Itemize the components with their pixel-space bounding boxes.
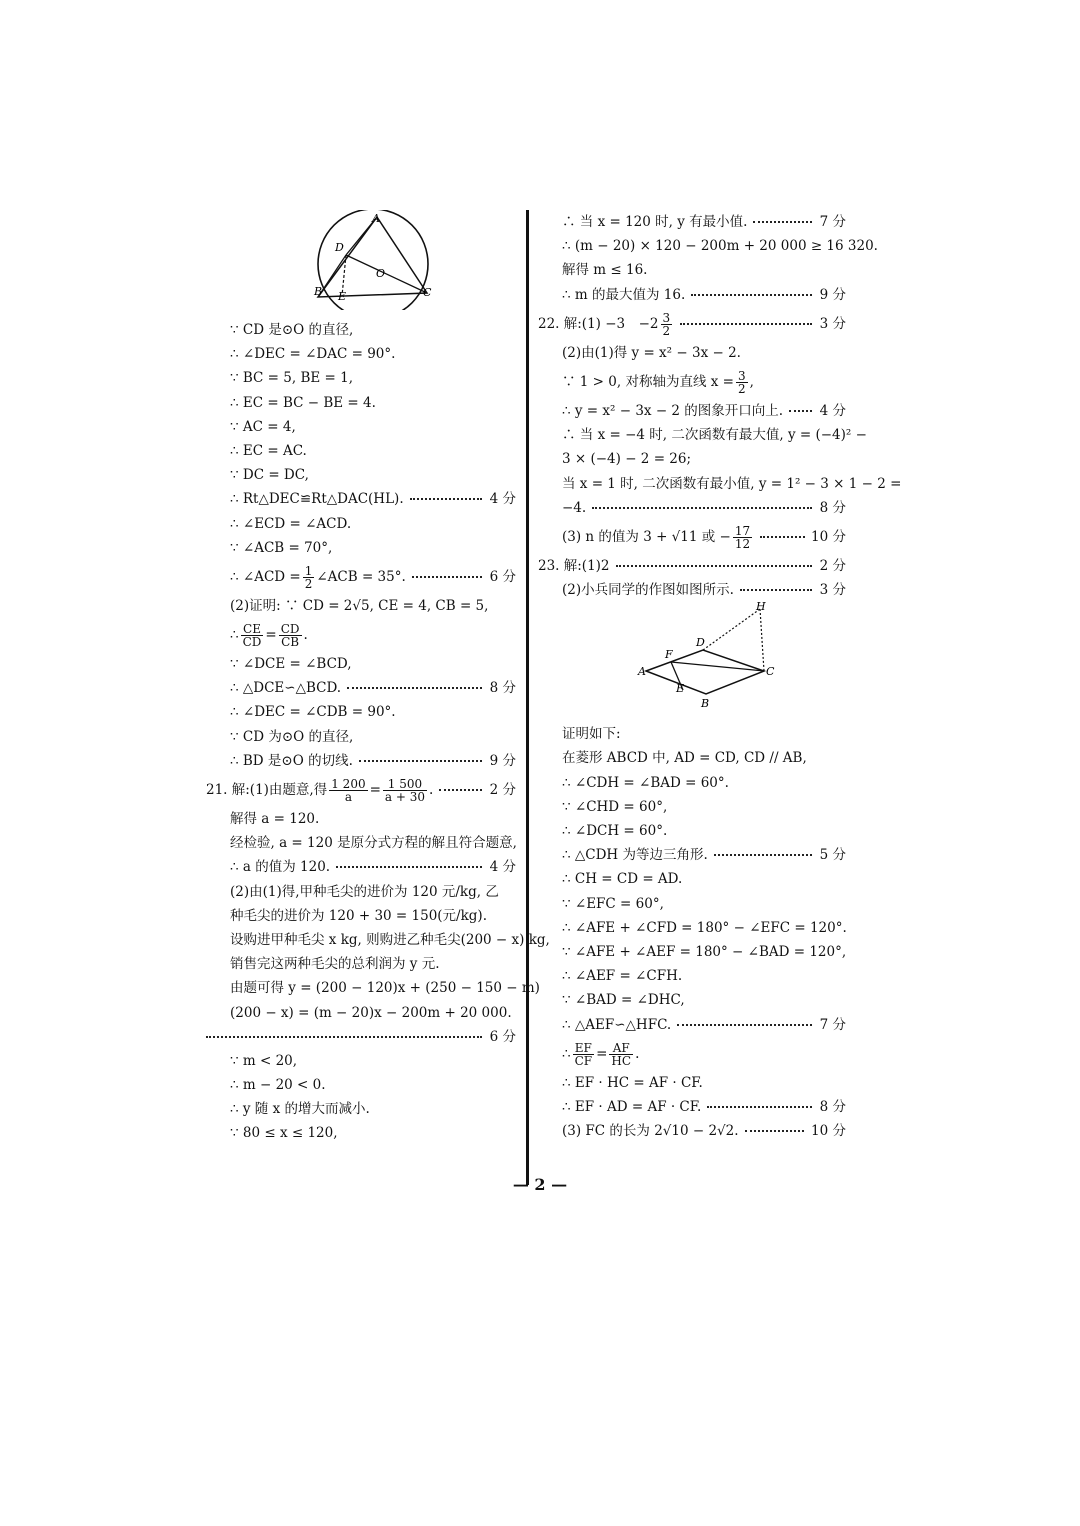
text-line — [206, 366, 516, 390]
text-line — [538, 496, 846, 520]
line-text: ∴ BD 是⊙O 的切线. — [230, 752, 353, 769]
line-text: 在菱形 ABCD 中, AD = CD, CD // AB, — [562, 750, 807, 767]
line-text: ∴ y = x² − 3x − 2 的图象开口向上. — [562, 402, 784, 419]
text-line — [538, 258, 846, 282]
line-text: 销售完这两种毛尖的总利润为 y 元. — [230, 956, 440, 973]
fraction-denominator: a — [344, 790, 352, 804]
line-text: (200 − x) = (m − 20)x − 200m + 20 000. — [230, 1004, 512, 1021]
line-text: 22. 解:(1) −3 −2 — [538, 315, 659, 332]
line-content — [206, 342, 395, 366]
score-points: 6 分 — [484, 1025, 516, 1049]
leader-dots — [677, 1024, 812, 1026]
text-line — [538, 578, 846, 602]
line-content — [206, 391, 376, 415]
leader-dots — [707, 1106, 812, 1108]
line-text: ∠ACB = 35°. — [316, 568, 406, 585]
line-content — [538, 940, 846, 964]
text-line — [206, 880, 516, 904]
line-content — [206, 1121, 338, 1145]
line-content — [538, 1071, 703, 1095]
fraction-denominator: 2 — [304, 576, 313, 591]
line-content — [206, 1049, 297, 1073]
line-text: ∴ ∠DCH = 60°. — [562, 823, 668, 839]
line-content — [538, 447, 691, 471]
fraction-denominator: 12 — [734, 536, 751, 551]
line-text: ∴ ∠DEC = ∠DAC = 90°. — [230, 346, 396, 363]
fraction — [383, 778, 427, 803]
fraction — [303, 565, 315, 590]
fig-label-C: C — [423, 286, 432, 299]
text-line — [206, 831, 516, 855]
line-text: 解得 a = 120. — [230, 811, 320, 827]
text-line — [206, 928, 550, 952]
line-text: ∴ 当 x = 120 时, y 有最小值. — [562, 214, 748, 230]
line-text: 设购进甲种毛尖 x kg, 则购进乙种毛尖(200 − x) kg, — [230, 931, 550, 948]
score-points: 2 分 — [484, 778, 516, 802]
leader-dots — [359, 760, 482, 762]
fraction-denominator: HC — [611, 1053, 632, 1068]
line-text: 证明如下: — [562, 726, 621, 743]
text-line — [206, 594, 516, 618]
fraction-numerator: CD — [280, 622, 300, 637]
fraction — [573, 1042, 595, 1067]
line-text: (2)证明: ∵ CD = 2√5, CE = 4, CB = 5, — [230, 597, 489, 614]
text-line — [206, 415, 516, 439]
fraction-numerator: 3 — [737, 368, 746, 383]
line-text: ∴ a 的值为 120. — [230, 859, 331, 876]
fraction-denominator: CD — [242, 635, 262, 650]
line-text: ∴ EC = BC − BE = 4. — [230, 394, 376, 411]
circle-diagram — [206, 210, 516, 310]
line-text: . — [635, 1045, 640, 1062]
line-text: ∵ ∠DCE = ∠BCD, — [230, 656, 352, 673]
line-text: ∴ EF · AD = AF · CF. — [562, 1098, 702, 1115]
line-content — [538, 722, 621, 746]
score-points: 4 分 — [814, 399, 846, 423]
text-line — [538, 234, 878, 258]
line-content — [538, 258, 647, 282]
line-content — [538, 554, 610, 578]
line-text: . — [303, 627, 308, 644]
line-content — [206, 623, 308, 648]
line-text: = — [596, 1045, 608, 1062]
line-text: ∴ 当 x = −4 时, 二次函数有最大值, y = (−4)² − — [562, 427, 867, 444]
line-text: 种毛尖的进价为 120 + 30 = 150(元/kg). — [230, 907, 487, 924]
score-points: 5 分 — [814, 843, 846, 867]
line-text: ∴ △CDH 为等边三角形. — [562, 847, 708, 864]
text-line — [538, 746, 846, 770]
line-content — [206, 1001, 512, 1025]
line-text: ∴ Rt△DEC≌Rt△DAC(HL). — [230, 491, 404, 508]
text-line — [206, 1097, 516, 1121]
score-points: 7 分 — [814, 210, 846, 234]
fig-label-A2: A — [638, 665, 646, 679]
leader-dots — [412, 576, 482, 578]
leader-dots — [680, 323, 812, 325]
text-line — [206, 773, 516, 807]
line-text: ∴ ∠ECD = ∠ACD. — [230, 515, 352, 532]
score-points: 8 分 — [814, 1095, 846, 1119]
fig-label-E: E — [338, 290, 347, 303]
text-line — [206, 855, 516, 879]
line-text: ∴ ∠AFE + ∠CFD = 180° − ∠EFC = 120°. — [562, 919, 847, 936]
score-points: 10 分 — [805, 1119, 846, 1143]
line-content — [206, 700, 396, 724]
fig-label-O: O — [376, 267, 386, 280]
text-line — [206, 1121, 516, 1145]
leader-dots — [439, 789, 482, 791]
leader-dots — [753, 221, 812, 223]
text-line — [538, 365, 846, 399]
text-line — [206, 652, 516, 676]
line-content — [538, 472, 901, 496]
page-number: — 2 — — [512, 1175, 568, 1194]
score-points: 6 分 — [484, 565, 516, 589]
line-text: = — [369, 782, 381, 798]
line-text: ∴ ∠DEC = ∠CDB = 90°. — [230, 704, 396, 721]
line-text: ∴ EC = AC. — [230, 442, 307, 459]
fraction — [609, 1042, 633, 1067]
text-line — [538, 307, 846, 341]
leader-dots — [410, 498, 482, 500]
text-line — [206, 725, 516, 749]
text-line — [538, 819, 846, 843]
line-content — [538, 795, 667, 819]
text-line — [538, 472, 902, 496]
fraction-numerator: AF — [609, 1042, 633, 1055]
line-text: ∴ ∠ACD = — [230, 568, 301, 585]
line-content — [538, 1013, 671, 1037]
text-line — [538, 520, 846, 554]
score-points: 3 分 — [814, 312, 846, 336]
fig-label-F: F — [665, 648, 673, 662]
fraction-numerator: 17 — [734, 523, 751, 538]
line-text: ∴ △AEF∽△HFC. — [562, 1016, 672, 1033]
text-line — [206, 807, 516, 831]
text-line — [538, 940, 846, 964]
fraction-denominator: a + 30 — [384, 790, 426, 804]
line-text: ∵ DC = DC, — [230, 467, 309, 484]
line-text: ∵ ∠EFC = 60°, — [562, 895, 664, 912]
line-text: ∴ △DCE∽△BCD. — [230, 680, 342, 697]
line-text: 由题可得 y = (200 − 120)x + (250 − 150 − m) — [230, 980, 540, 997]
leader-dots — [616, 565, 812, 567]
fraction — [733, 525, 752, 550]
line-content — [206, 439, 307, 463]
leader-dots — [714, 854, 812, 856]
line-text: 3 × (−4) − 2 = 26; — [562, 451, 692, 468]
line-text: 当 x = 1 时, 二次函数有最小值, y = 1² − 3 × 1 − 2 = — [562, 475, 902, 492]
fraction-numerator: EF — [573, 1042, 595, 1055]
line-text: ∵ 80 ≤ x ≤ 120, — [230, 1125, 338, 1142]
line-content — [206, 778, 433, 803]
text-line — [206, 512, 516, 536]
text-line — [538, 916, 846, 940]
leader-dots — [740, 589, 812, 591]
fraction — [241, 623, 264, 648]
line-text: (2)由(1)得,甲种毛尖的进价为 120 元/kg, 乙 — [230, 883, 499, 900]
leader-dots — [592, 507, 812, 509]
right-lines-bottom — [538, 722, 846, 1143]
score-points: 9 分 — [484, 749, 516, 773]
line-content — [538, 1119, 739, 1143]
fraction — [661, 312, 673, 337]
line-content — [206, 831, 517, 855]
text-line — [538, 722, 846, 746]
text-line — [206, 439, 516, 463]
line-content — [206, 318, 353, 342]
line-text: ∵ m < 20, — [230, 1052, 298, 1069]
line-content — [206, 807, 319, 831]
score-points: 7 分 — [814, 1013, 846, 1037]
fraction-denominator: CB — [281, 635, 300, 650]
line-content — [206, 880, 499, 904]
score-points: 8 分 — [484, 676, 516, 700]
right-column — [538, 210, 902, 1143]
text-line — [538, 964, 846, 988]
line-text: ∴ CH = CD = AD. — [562, 871, 683, 888]
text-line — [206, 1001, 516, 1025]
fraction — [329, 778, 367, 803]
leader-dots — [336, 866, 482, 868]
line-text: ∵ BC = 5, BE = 1, — [230, 370, 353, 387]
score-points: 8 分 — [814, 496, 846, 520]
line-content — [538, 525, 754, 550]
line-content — [538, 423, 867, 447]
line-text: ∴ (m − 20) × 120 − 200m + 20 000 ≥ 16 320. — [562, 238, 878, 255]
line-content — [538, 578, 734, 602]
text-line — [538, 399, 846, 423]
fraction-denominator: CF — [574, 1053, 593, 1068]
line-text: ∵ CD 为⊙O 的直径, — [230, 728, 354, 745]
text-line — [206, 463, 516, 487]
leader-dots — [206, 1036, 482, 1038]
rhombus-diagram — [538, 602, 846, 718]
text-line — [538, 771, 846, 795]
line-content — [206, 652, 352, 676]
text-line — [538, 795, 846, 819]
text-line — [538, 988, 846, 1012]
text-line — [206, 1025, 516, 1049]
line-content — [538, 370, 754, 395]
line-content — [206, 749, 353, 773]
line-content — [206, 463, 309, 487]
text-line — [538, 210, 846, 234]
line-content — [538, 964, 682, 988]
line-text: ∴ m − 20 < 0. — [230, 1077, 326, 1094]
line-content — [206, 928, 550, 952]
line-text: (3) FC 的长为 2√10 − 2√2. — [562, 1123, 739, 1140]
line-text: −4. — [562, 499, 587, 516]
line-text: ∴ — [562, 1045, 571, 1062]
left-column — [206, 210, 550, 1146]
line-text: ∴ EF · HC = AF · CF. — [562, 1074, 703, 1091]
rhombus-figure — [538, 602, 846, 718]
text-line — [538, 1037, 846, 1071]
text-line — [538, 447, 846, 471]
text-line — [206, 700, 516, 724]
fig-label-B2: B — [701, 697, 710, 711]
line-content — [206, 594, 488, 618]
text-line — [538, 867, 846, 891]
line-text: 经检验, a = 120 是原分式方程的解且符合题意, — [230, 835, 517, 852]
score-points: 3 分 — [814, 578, 846, 602]
text-line — [206, 560, 516, 594]
line-content — [538, 210, 747, 234]
line-text: (3) n 的值为 3 + √11 或 − — [562, 528, 731, 545]
text-line — [538, 843, 846, 867]
text-line — [206, 1049, 516, 1073]
text-line — [206, 487, 516, 511]
score-points: 4 分 — [484, 487, 516, 511]
line-text: ∵ AC = 4, — [230, 418, 296, 435]
leader-dots — [347, 687, 482, 689]
line-text: 解得 m ≤ 16. — [562, 262, 648, 279]
line-content — [206, 676, 341, 700]
line-content — [538, 312, 674, 337]
line-text: ∴ m 的最大值为 16. — [562, 286, 686, 303]
line-content — [538, 341, 741, 365]
text-line — [206, 904, 516, 928]
line-content — [538, 1095, 701, 1119]
fraction-numerator: 1 — [304, 563, 313, 578]
text-line — [206, 676, 516, 700]
fig-label-D2: D — [696, 636, 705, 650]
line-content — [206, 855, 330, 879]
line-content — [538, 399, 783, 423]
line-content — [538, 746, 807, 770]
fig-label-D: D — [335, 241, 344, 254]
fraction-numerator: CE — [241, 623, 264, 636]
line-text: ∵ CD 是⊙O 的直径, — [230, 322, 354, 338]
fraction — [279, 623, 302, 648]
line-text: ∴ y 随 x 的增大而减小. — [230, 1101, 370, 1118]
text-line — [206, 318, 516, 342]
line-content — [538, 1042, 639, 1067]
fig-label-H: H — [756, 602, 766, 614]
fig-label-B: B — [314, 285, 323, 298]
text-line — [538, 341, 846, 365]
line-content — [206, 952, 440, 976]
text-line — [538, 1095, 846, 1119]
right-lines-top — [538, 210, 902, 602]
line-text: ∵ ∠CHD = 60°, — [562, 798, 668, 815]
line-content — [538, 892, 664, 916]
line-content — [206, 725, 353, 749]
fraction — [736, 370, 748, 395]
score-points: 2 分 — [814, 554, 846, 578]
fig-label-E2: E — [676, 682, 685, 696]
line-text: = — [265, 627, 277, 644]
line-text: ∵ ∠AFE + ∠AEF = 180° − ∠BAD = 120°, — [562, 943, 847, 960]
text-line — [206, 976, 540, 1000]
line-content — [206, 366, 353, 390]
line-content — [206, 487, 404, 511]
text-line — [206, 342, 516, 366]
line-content — [538, 988, 685, 1012]
line-text: ∴ ∠CDH = ∠BAD = 60°. — [562, 774, 729, 791]
fraction-denominator: 2 — [737, 381, 746, 396]
text-line — [206, 749, 516, 773]
line-content — [206, 976, 540, 1000]
line-content — [538, 916, 847, 940]
text-line — [538, 423, 867, 447]
line-text: ∴ ∠AEF = ∠CFH. — [562, 968, 683, 985]
line-content — [538, 234, 878, 258]
line-content — [538, 843, 708, 867]
line-text: ∵ ∠BAD = ∠DHC, — [562, 992, 685, 1009]
fraction-numerator: 1 200 — [331, 777, 366, 791]
fraction-numerator: 1 500 — [383, 778, 427, 791]
score-points: 4 分 — [484, 855, 516, 879]
line-text: . — [429, 782, 434, 798]
leader-dots — [789, 410, 812, 412]
text-line — [538, 1119, 846, 1143]
text-line — [538, 1013, 846, 1037]
line-text: 23. 解:(1)2 — [538, 557, 610, 574]
line-content — [206, 536, 332, 560]
line-content — [538, 867, 682, 891]
line-content — [206, 565, 406, 590]
line-content — [538, 819, 667, 843]
fig-label-C2: C — [766, 665, 775, 679]
line-text: ∵ ∠ACB = 70°, — [230, 539, 333, 556]
text-line — [206, 1073, 516, 1097]
line-content — [206, 1073, 326, 1097]
fraction-numerator: 3 — [662, 310, 671, 325]
line-content — [538, 771, 729, 795]
line-text: (2)由(1)得 y = x² − 3x − 2. — [562, 344, 741, 361]
line-text: (2)小兵同学的作图如图所示. — [562, 582, 734, 599]
line-text: 21. 解:(1)由题意,得 — [206, 782, 328, 798]
line-content — [206, 512, 351, 536]
score-points: 10 分 — [805, 525, 846, 549]
fig-label-A: A — [372, 212, 380, 225]
text-line — [206, 391, 516, 415]
line-content — [206, 415, 296, 439]
line-content — [538, 283, 685, 307]
column-divider — [526, 210, 529, 1185]
leader-dots — [691, 294, 812, 296]
text-line — [206, 952, 516, 976]
circle-figure — [206, 210, 516, 310]
left-lines — [206, 318, 550, 1146]
line-text: ∴ — [230, 627, 239, 644]
line-text: ∵ 1 > 0, 对称轴为直线 x = — [562, 373, 734, 390]
line-content — [206, 904, 487, 928]
line-content — [206, 1097, 370, 1121]
text-line — [206, 618, 516, 652]
text-line — [538, 283, 846, 307]
line-text: , — [749, 373, 754, 390]
leader-dots — [745, 1130, 812, 1132]
line-content — [538, 496, 586, 520]
text-line — [538, 1071, 846, 1095]
text-line — [538, 892, 846, 916]
fraction-denominator: 2 — [662, 323, 671, 338]
score-points: 9 分 — [814, 283, 846, 307]
text-line — [538, 554, 846, 578]
text-line — [206, 536, 516, 560]
